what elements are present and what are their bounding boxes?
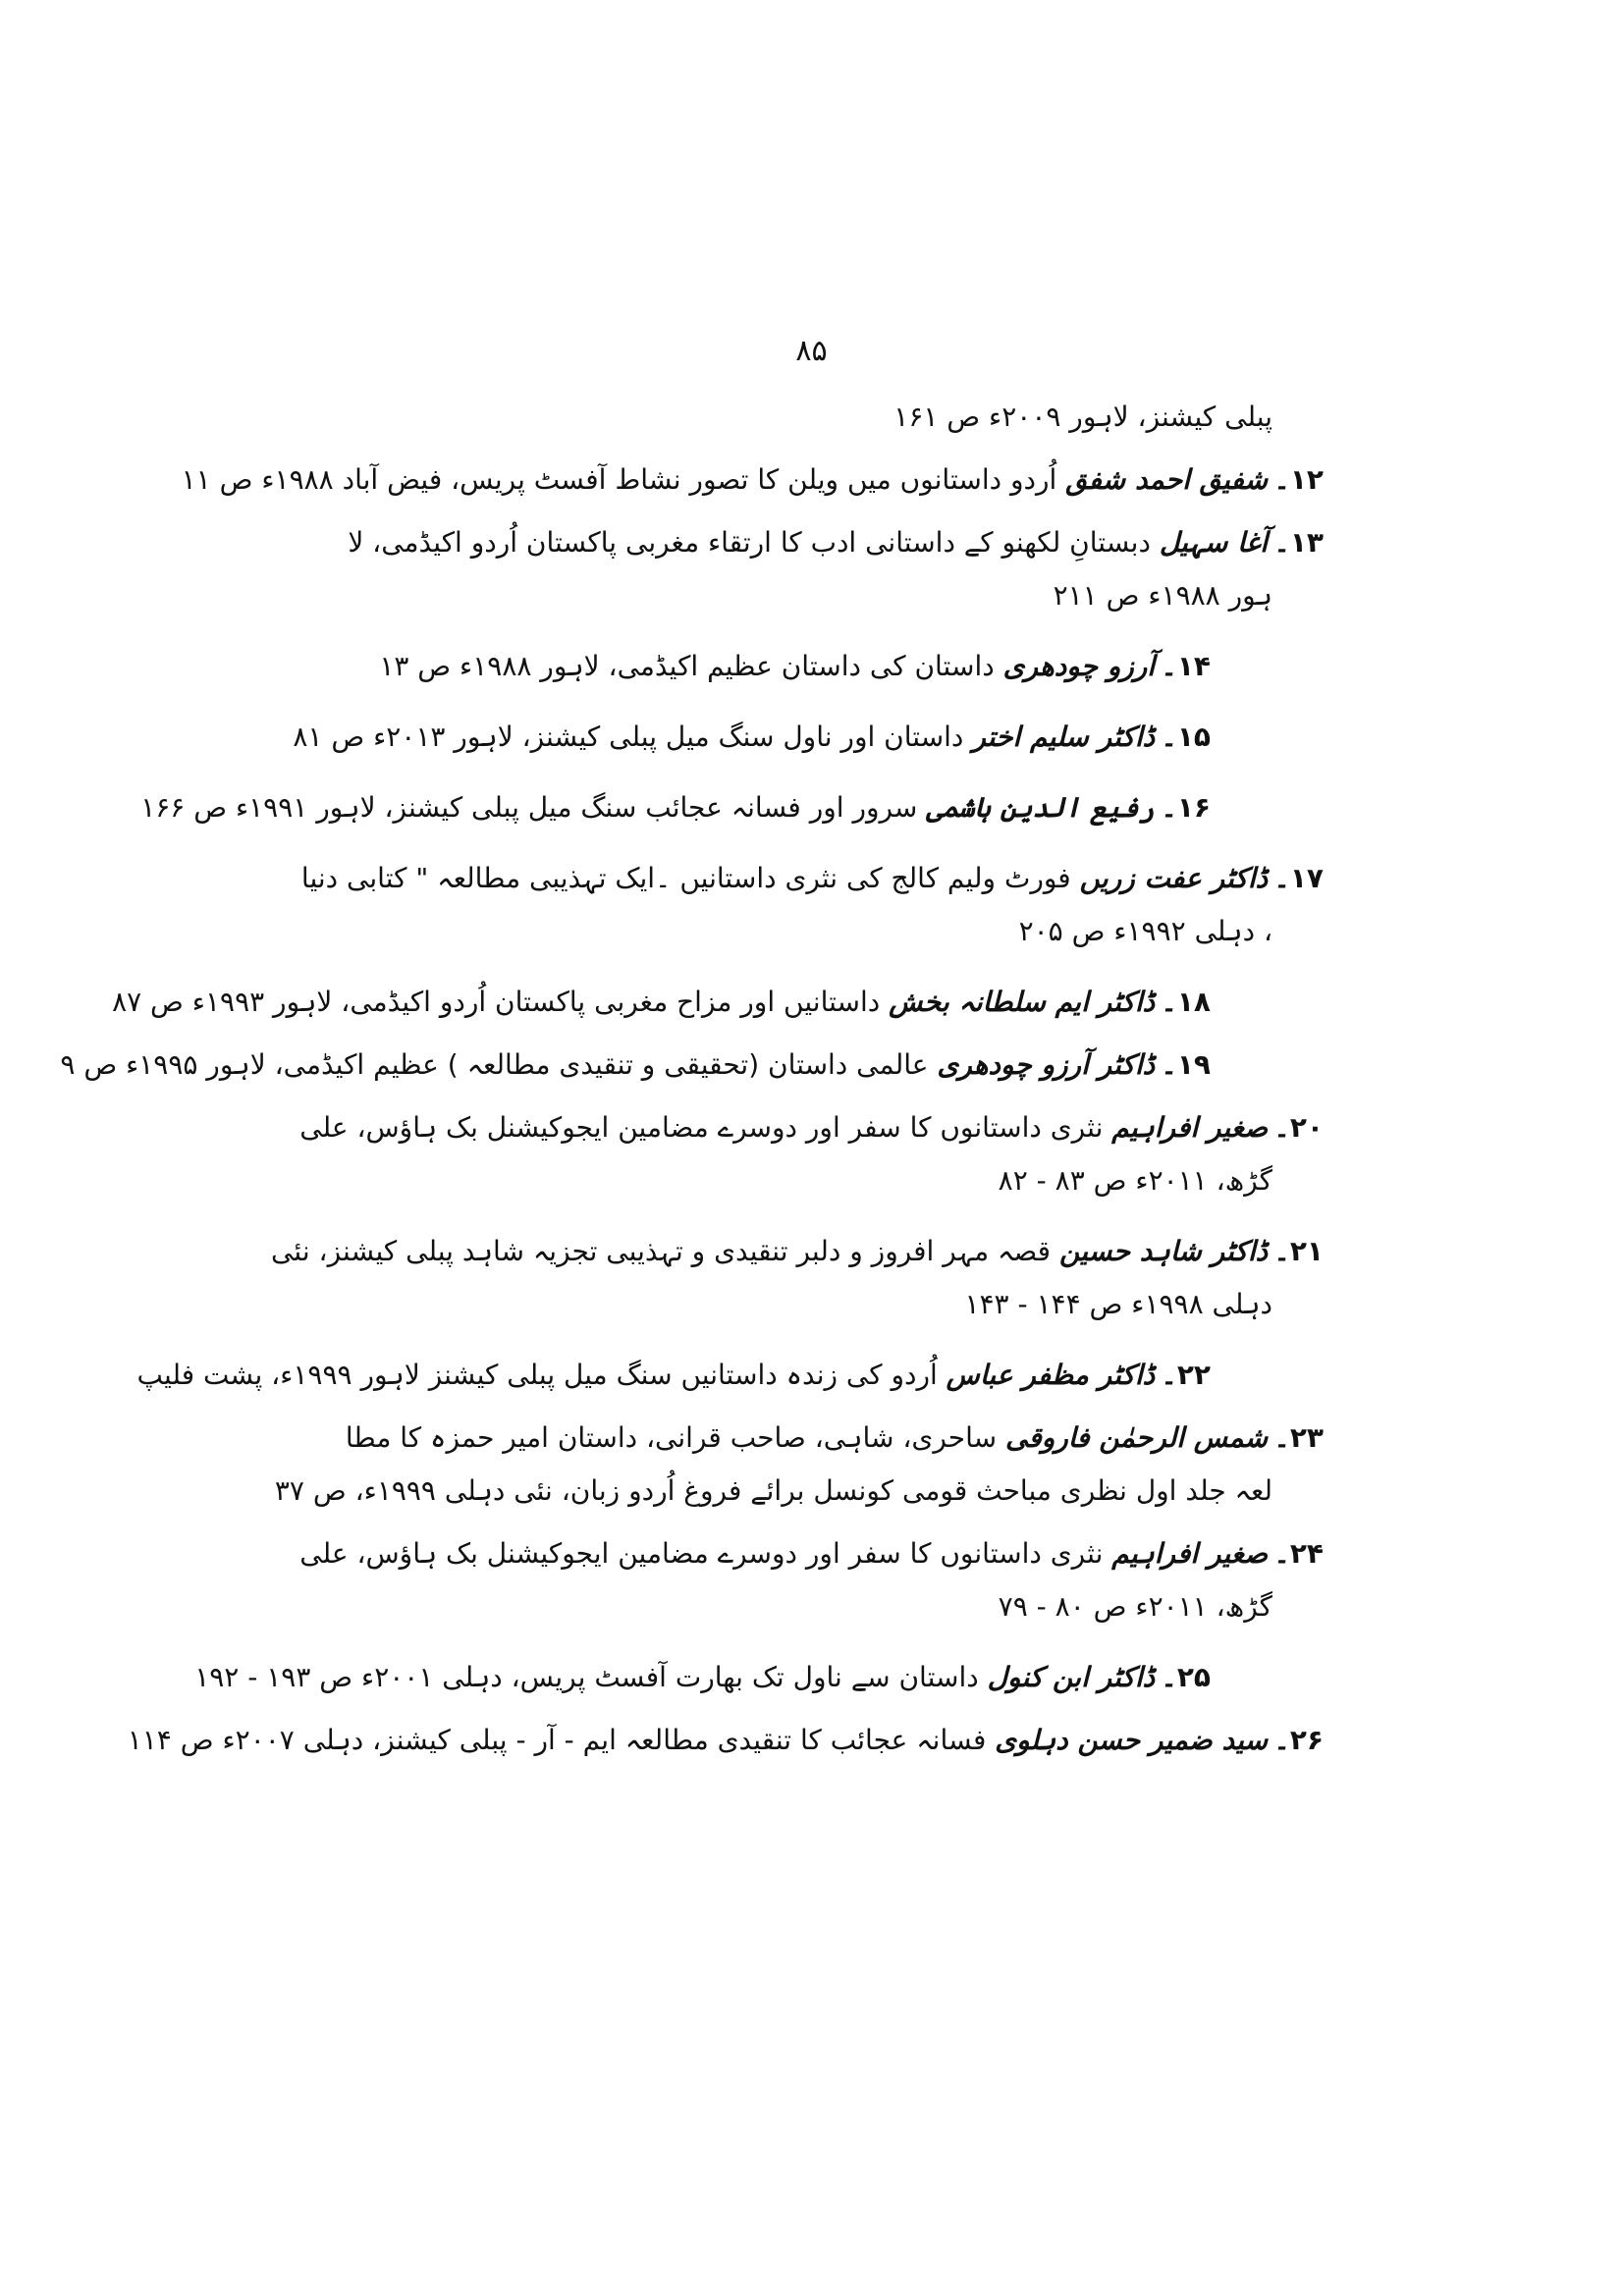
reference-continuation: گڑھ، ۲۰۱۱ء ص ۸۳ - ۸۲ [998,1164,1272,1197]
reference-entry-24 [299,1527,1324,1580]
reference-continuation-line [302,905,1324,958]
reference-entry-16 [140,781,1324,834]
reference-number: ۲۲۔ [1161,1359,1211,1391]
reference-author: ڈاکٹر مظفر عباس [946,1359,1156,1391]
page-number: ۸۵ [795,334,828,368]
reference-entry-19 [60,1039,1324,1092]
reference-author: شفیق احمد شفق [1065,463,1269,496]
reference-author: سید ضمیر حسن دہلوی [995,1724,1269,1756]
reference-text: داستان اور ناول سنگ میل پبلی کیشنز، لاہور ۲۰۱۳ء ص ۸۱ [293,721,964,753]
reference-author: ڈاکٹر شاہد حسین [1058,1235,1269,1267]
reference-entry-22 [136,1349,1324,1402]
reference-number: ۱۶۔ [1161,791,1211,824]
reference-author: صغیر افراہیم [1111,1111,1269,1144]
reference-text: نثری داستانوں کا سفر اور دوسرے مضامین ایجوکیشنل بک ہاؤس، علی [299,1537,1104,1570]
reference-number: ۲۵۔ [1161,1661,1211,1693]
reference-number: ۱۷۔ [1273,862,1324,894]
reference-number: ۲۱۔ [1273,1235,1324,1267]
reference-author: ڈاکٹر آرزو چودھری [937,1048,1156,1081]
reference-author: شمس الرحمٰن فاروقی [1005,1421,1269,1454]
reference-entry-13 [302,516,1324,569]
reference-text: داستان کی داستان عظیم اکیڈمی، لاہور ۱۹۸۸ء ص ۱۳ [379,650,995,682]
reference-continuation: لعہ جلد اول نظری مباحث قومی کونسل برائے فروغ اُردو زبان، نئی دہلی ۱۹۹۹ء، ص ۳۷ [274,1474,1272,1507]
reference-number: ۲۰۔ [1273,1111,1324,1144]
reference-entry-12 [181,454,1324,507]
reference-continuation-line [302,569,1324,622]
reference-author: رفیع الدین ہاشمی [926,791,1156,824]
reference-continuation-line [274,1465,1324,1518]
reference-continuation-line [302,1278,1324,1331]
reference-text: عالمی داستان (تحقیقی و تنقیدی مطالعہ ) عظیم اکیڈمی، لاہور ۱۹۹۵ء ص ۹ [60,1048,929,1081]
reference-text: داستانیں اور مزاح مغربی پاکستان اُردو اکیڈمی، لاہور ۱۹۹۳ء ص ۸۷ [112,986,881,1018]
reference-entry-15 [293,711,1324,764]
reference-text: قصہ مہر افروز و دلبر تنقیدی و تہذیبی تجزیہ شاہد پبلی کیشنز، نئی [271,1235,1052,1267]
reference-text: اُردو کی زندہ داستانیں سنگ میل پبلی کیشنز لاہور ۱۹۹۹ء، پشت فلیپ [136,1359,938,1391]
reference-author: ڈاکٹر سلیم اختر [972,721,1156,753]
reference-text: فورٹ ولیم کالج کی نثری داستانیں ۔ایک تہذیبی مطالعہ " کتابی دنیا [300,862,1071,894]
reference-continuation: دہلی ۱۹۹۸ء ص ۱۴۴ - ۱۴۳ [964,1288,1272,1320]
reference-text: دبستانِ لکھنو کے داستانی ادب کا ارتقاء مغربی پاکستان اُردو اکیڈمی، لا [348,526,1151,559]
reference-number: ۱۴۔ [1161,650,1211,682]
reference-text: ساحری، شاہی، صاحب قرانی، داستان امیر حمزہ کا مطا [345,1421,998,1454]
reference-number: ۱۹۔ [1161,1048,1211,1081]
reference-text: داستان سے ناول تک بھارت آفسٹ پریس، دہلی ۲۰۰۱ء ص ۱۹۳ - ۱۹۲ [194,1661,979,1693]
reference-number: ۲۴۔ [1273,1537,1324,1570]
reference-number: ۱۳۔ [1273,526,1324,559]
reference-author: صغیر افراہیم [1111,1537,1269,1570]
reference-number: ۱۵۔ [1161,721,1211,753]
reference-text: سرور اور فسانہ عجائب سنگ میل پبلی کیشنز، لاہور ۱۹۹۱ء ص ۱۶۶ [140,791,918,824]
reference-carryover-line [302,391,1324,444]
reference-continuation: ہور ۱۹۸۸ء ص ۲۱۱ [1053,579,1272,612]
reference-number: ۲۶۔ [1273,1724,1324,1756]
reference-number: ۱۲۔ [1273,463,1324,496]
reference-continuation: گڑھ، ۲۰۱۱ء ص ۸۰ - ۷۹ [998,1590,1272,1623]
reference-continuation-line [302,1580,1324,1633]
reference-entry-23 [302,1412,1324,1465]
reference-entry-26 [127,1714,1324,1767]
reference-author: ڈاکٹر ابن کنول [987,1661,1156,1693]
reference-entry-17 [302,852,1324,905]
reference-author: آغا سہیل [1159,526,1269,559]
reference-entry-14 [302,640,1324,693]
references-list [60,391,1324,1767]
reference-text: نثری داستانوں کا سفر اور دوسرے مضامین ایجوکیشنل بک ہاؤس، علی [299,1111,1104,1144]
reference-text: اُردو داستانوں میں ویلن کا تصور نشاط آفسٹ پریس، فیض آباد ۱۹۸۸ء ص ۱۱ [181,463,1057,496]
reference-entry-20 [299,1101,1324,1154]
reference-continuation-line [302,1154,1324,1207]
reference-text: پبلی کیشنز، لاہور ۲۰۰۹ء ص ۱۶۱ [893,400,1272,433]
reference-continuation: ، دہلی ۱۹۹۲ء ص ۲۰۵ [1018,915,1272,947]
reference-entry-18 [112,976,1324,1029]
reference-text: فسانہ عجائب کا تنقیدی مطالعہ ایم - آر - پبلی کیشنز، دہلی ۲۰۰۷ء ص ۱۱۴ [127,1724,987,1756]
reference-number: ۱۸۔ [1161,986,1211,1018]
reference-number: ۲۳۔ [1273,1421,1324,1454]
reference-entry-25 [194,1651,1324,1704]
reference-author: ڈاکٹر عفت زریں [1079,862,1269,894]
reference-author: ڈاکٹر ایم سلطانہ بخش [889,986,1156,1018]
reference-entry-21 [271,1225,1324,1278]
reference-author: آرزو چودھری [1002,650,1156,682]
